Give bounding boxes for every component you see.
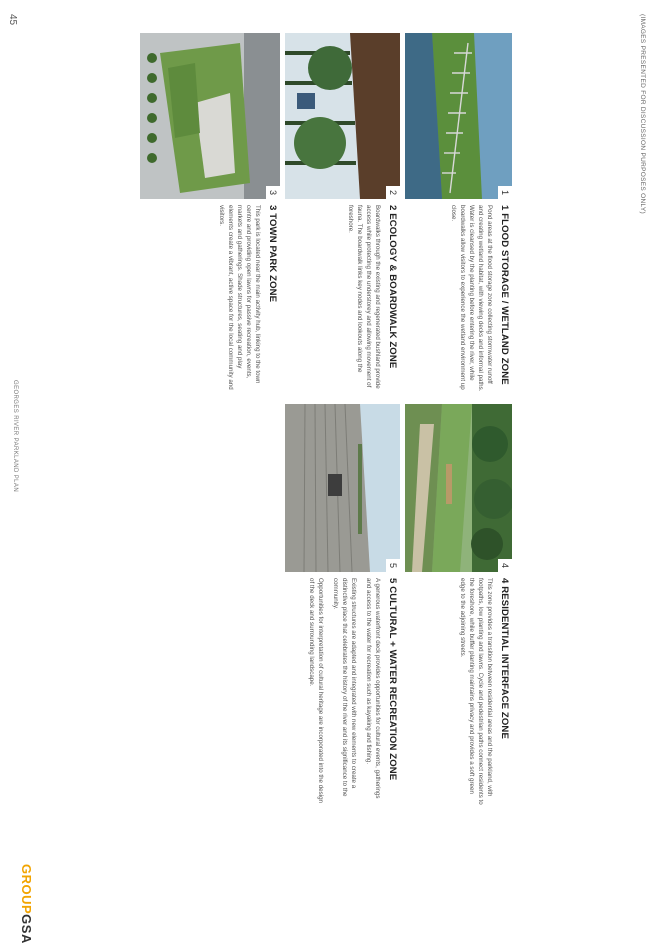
zone-3-text (211, 205, 262, 395)
landscape-photo-4 (405, 404, 512, 572)
zone-1-text (443, 205, 494, 395)
landscape-photo-3 (140, 33, 280, 199)
photo-ecology-boardwalk (285, 33, 400, 199)
zone-paragraph: This park is located near the main activity hub, linking to the town centre and providing open lawns for passive recreation, events, markets and gatherings. Shade structures, seating and play elements create a vibrant, active space for the local community and visitors. (218, 205, 261, 390)
landscape-photo-2 (285, 33, 400, 199)
zone-5-heading: 5 CULTURAL + WATER RECREATION ZONE (387, 578, 398, 781)
zone-4-text (452, 578, 494, 808)
photo-number: 5 (386, 559, 400, 572)
zone-2-heading: 2 ECOLOGY & BOARDWALK ZONE (387, 205, 398, 369)
photo-number: 2 (386, 186, 400, 199)
photo-cultural-water (285, 404, 400, 572)
photo-number: 3 (266, 186, 280, 199)
zone-3-heading: 3 TOWN PARK ZONE (267, 205, 278, 303)
group-gsa-logo: GROUPGSA (19, 864, 34, 944)
zone-4-heading: 4 RESIDENTIAL INTERFACE ZONE (499, 578, 510, 739)
zone-2-text (340, 205, 382, 395)
document-title: GEORGES RIVER PARKLAND PLAN (12, 380, 18, 493)
zone-paragraph: Pond areas at the flood storage zone collecting stormwater runoff and creating wetland habitat, with viewing decks and informal paths. Water is cleansed by the planting before entering the river, while boardwalks allow visitors to experience the wetland environment up close. (450, 205, 493, 392)
page-number: 45 (7, 14, 18, 26)
photo-number: 1 (498, 186, 512, 199)
photo-flood-storage-wetland (405, 33, 512, 199)
photo-town-park (140, 33, 280, 199)
photo-number: 4 (498, 559, 512, 572)
running-header: (IMAGES PRESENTED FOR DISCUSSION PURPOSES ONLY) (639, 14, 646, 214)
zone-paragraph: Boardwalks through the existing and regenerated bushland provide access while protecting the understorey and allowing movement of fauna. The boardwalk links key nodes and lookouts along the foreshore. (347, 205, 381, 389)
zone-paragraph: A generous waterfront deck provides opportunities for cultural events, gatherings and access to the water for recreation such as kayaking and fishing. (365, 578, 381, 799)
photo-residential-interface (405, 404, 512, 572)
zone-paragraph: This zone provides a transition between residential areas and the parkland, with footpaths, low planting and lawns. Cycle and pedestrian paths connect residents to the foreshore, while buffer planting maintains privacy and provides a soft green edge to the adjoining streets. (459, 578, 493, 805)
zone-paragraph: Opportunities for interpretation of cultural heritage are incorporated into the design of the deck and surrounding landscape. (308, 578, 324, 803)
landscape-photo-5 (285, 404, 400, 572)
zone-paragraph: Existing structures are adapted and integrated with new elements to create a distinctive place that celebrates the history of the river and its significance to the community. (332, 578, 357, 797)
zone-1-heading: 1 FLOOD STORAGE / WETLAND ZONE (499, 205, 510, 385)
landscape-photo-1 (405, 33, 512, 199)
zone-5-text (301, 578, 382, 808)
